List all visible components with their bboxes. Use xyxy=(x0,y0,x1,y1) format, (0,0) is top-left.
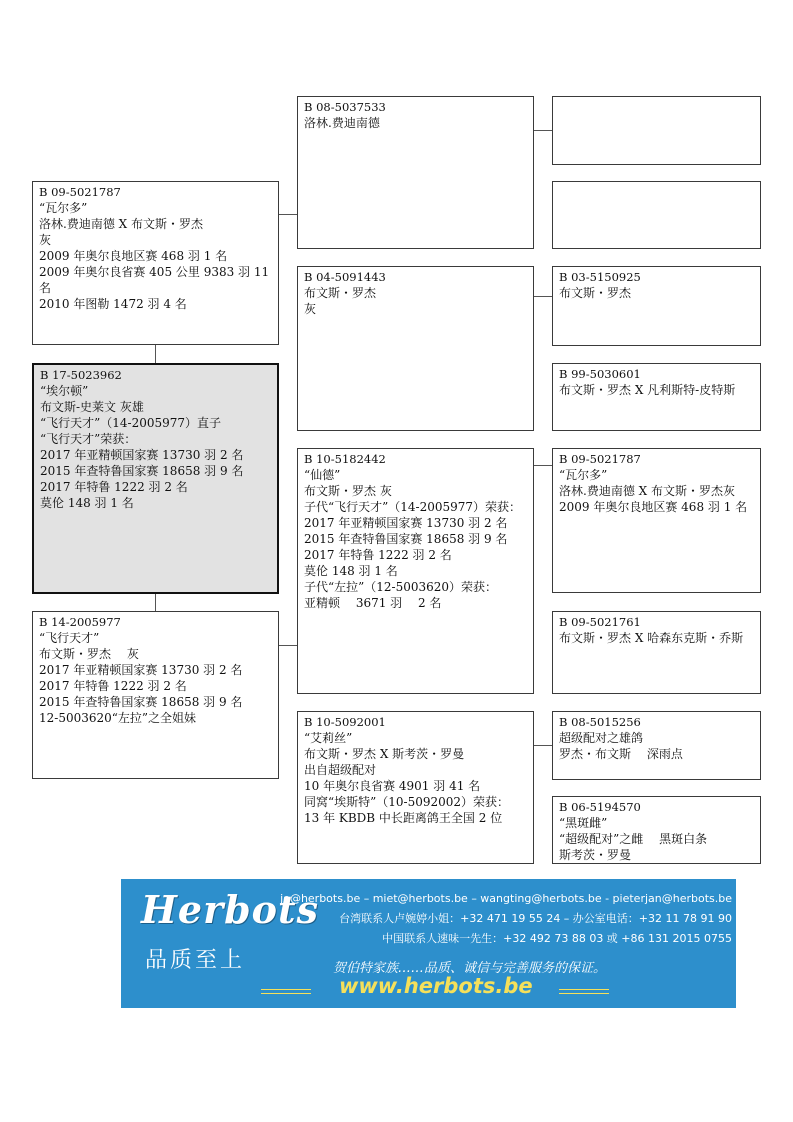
pigeon-info-line: 布文斯・罗杰 灰 xyxy=(304,484,392,498)
ring-number: B 03-5150925 xyxy=(559,270,641,284)
pigeon-info-line: 灰 xyxy=(39,233,52,247)
sire-box xyxy=(32,181,279,345)
pigeon-info-line: 布文斯・罗杰 X 哈森东克斯・乔斯 xyxy=(559,631,744,645)
ring-number: B 99-5030601 xyxy=(559,367,641,381)
connector-line xyxy=(533,296,552,297)
pigeon-info-line: 布文斯-史莱文 灰雄 xyxy=(40,400,144,414)
service-promise: 贺伯特家族……品质、诚信与完善服务的保证。 xyxy=(333,961,607,976)
great-grandparent-box xyxy=(552,96,761,165)
pigeon-info-line: 罗杰・布文斯 深雨点 xyxy=(559,747,683,761)
pigeon-info-line: 洛林.费迪南德 xyxy=(304,116,380,130)
pigeon-info-line: “仙德” xyxy=(304,468,341,482)
dam-dam-box xyxy=(297,711,534,864)
pigeon-info-line: “瓦尔多” xyxy=(559,468,608,482)
pigeon-info-line: “飞行天才” xyxy=(39,631,100,645)
pigeon-info-line: 2017 年亚精顿国家赛 13730 羽 2 名 xyxy=(40,448,244,462)
great-grandparent-box xyxy=(552,796,761,864)
pigeon-info-line: 同窝“埃斯特”（10-5092002）荣获： xyxy=(304,795,510,809)
connector-line xyxy=(533,745,552,746)
pigeon-info-line: 2017 年亚精顿国家赛 13730 羽 2 名 xyxy=(39,663,243,677)
pigeon-info-line: “艾莉丝” xyxy=(304,731,353,745)
pigeon-info-line: 子代“飞行天才”（14-2005977）荣获： xyxy=(304,500,522,514)
sire-sire-box xyxy=(297,96,534,249)
pigeon-info-line: 2017 年特鲁 1222 羽 2 名 xyxy=(304,548,452,562)
pigeon-info-line: “埃尔顿” xyxy=(40,384,89,398)
herbots-logo: Herbots xyxy=(141,887,319,932)
contact-taiwan: 台湾联系人卢婉婷小姐：+32 471 19 55 24 – 办公室电话：+32 11 78 91 90 xyxy=(339,912,732,925)
pigeon-info-line: 莫伦 148 羽 1 名 xyxy=(304,564,398,578)
ring-number: B 17-5023962 xyxy=(40,368,122,382)
great-grandparent-box xyxy=(552,181,761,249)
connector-line xyxy=(278,214,298,215)
pigeon-info-line: 布文斯・罗杰 X 斯考茨・罗曼 xyxy=(304,747,465,761)
ring-number: B 09-5021761 xyxy=(559,615,641,629)
pigeon-info-line: 2010 年图勒 1472 羽 4 名 xyxy=(39,297,187,311)
pigeon-info-line: 布文斯・罗杰 xyxy=(559,286,632,300)
pigeon-info-line: “超级配对”之雌 黑斑白条 xyxy=(559,832,708,846)
ring-number: B 06-5194570 xyxy=(559,800,641,814)
ring-number: B 08-5015256 xyxy=(559,715,641,729)
pigeon-info-line: 布文斯・罗杰 灰 xyxy=(39,647,139,661)
pigeon-info-line: 超级配对之雄鸽 xyxy=(559,731,644,745)
connector-line xyxy=(155,345,156,363)
great-grandparent-box xyxy=(552,611,761,694)
pigeon-info-line: 2015 年查特鲁国家赛 18658 羽 9 名 xyxy=(304,532,508,546)
ring-number: B 04-5091443 xyxy=(304,270,386,284)
pigeon-info-line: 2015 年查特鲁国家赛 18658 羽 9 名 xyxy=(39,695,243,709)
pigeon-info-line: 莫伦 148 羽 1 名 xyxy=(40,496,134,510)
pigeon-info-line: 洛林.费迪南德 X 布文斯・罗杰灰 xyxy=(559,484,735,498)
pigeon-info-line: 12-5003620“左拉”之全姐妹 xyxy=(39,711,197,725)
ring-number: B 08-5037533 xyxy=(304,100,386,114)
pigeon-info-line: 出自超级配对 xyxy=(304,763,377,777)
contact-china: 中国联系人速味一先生：+32 492 73 88 03 或 +86 131 2015 0755 xyxy=(382,932,732,945)
ring-number: B 10-5092001 xyxy=(304,715,386,729)
contact-emails[interactable]: jo@herbots.be – miet@herbots.be – wangting@herbots.be - pieterjan@herbots.be xyxy=(280,892,732,905)
great-grandparent-box xyxy=(552,266,761,346)
pigeon-info-line: 2009 年奥尔良地区赛 468 羽 1 名 xyxy=(39,249,228,263)
pigeon-info-line: “飞行天才”（14-2005977）直子 xyxy=(40,416,222,430)
pigeon-info-line: 2017 年特鲁 1222 羽 2 名 xyxy=(39,679,187,693)
ring-number: B 14-2005977 xyxy=(39,615,121,629)
connector-line xyxy=(278,645,298,646)
ring-number: B 09-5021787 xyxy=(559,452,641,466)
pigeon-info-line: 2009 年奥尔良地区赛 468 羽 1 名 xyxy=(559,500,748,514)
pigeon-info-line: “瓦尔多” xyxy=(39,201,88,215)
slogan: 品质至上 xyxy=(145,948,246,973)
main-pigeon-box xyxy=(32,363,279,594)
dam-sire-box xyxy=(297,448,534,694)
pigeon-info-line: 2015 年查特鲁国家赛 18658 羽 9 名 xyxy=(40,464,244,478)
contact-info xyxy=(276,889,736,949)
pigeon-info-line: “黑斑雌” xyxy=(559,816,608,830)
connector-line xyxy=(155,594,156,611)
pigeon-info-line: “飞行天才”荣获： xyxy=(40,432,137,446)
pigeon-info-line: 布文斯・罗杰 xyxy=(304,286,377,300)
ring-number: B 10-5182442 xyxy=(304,452,386,466)
pigeon-info-line: 2009 年奥尔良省赛 405 公里 9383 羽 11 名 xyxy=(39,265,273,295)
great-grandparent-box xyxy=(552,711,761,780)
decorative-rule-left xyxy=(261,989,311,994)
dam-box xyxy=(32,611,279,779)
pigeon-info-line: 2017 年特鲁 1222 羽 2 名 xyxy=(40,480,188,494)
pigeon-info-line: 10 年奥尔良省赛 4901 羽 41 名 xyxy=(304,779,481,793)
connector-line xyxy=(533,130,552,131)
decorative-rule-right xyxy=(559,989,609,994)
sire-dam-box xyxy=(297,266,534,431)
pigeon-info-line: 灰 xyxy=(304,302,317,316)
connector-line xyxy=(533,465,552,466)
pigeon-info-line: 子代“左拉”（12-5003620）荣获： xyxy=(304,580,498,594)
herbots-banner xyxy=(121,879,736,1008)
website-link[interactable]: www.herbots.be xyxy=(339,974,533,998)
great-grandparent-box xyxy=(552,363,761,431)
pigeon-info-line: 布文斯・罗杰 X 凡利斯特-皮特斯 xyxy=(559,383,736,397)
pigeon-info-line: 斯考茨・罗曼 xyxy=(559,848,632,862)
great-grandparent-box xyxy=(552,448,761,593)
pigeon-info-line: 亚精顿 3671 羽 2 名 xyxy=(304,596,442,610)
pigeon-info-line: 2017 年亚精顿国家赛 13730 羽 2 名 xyxy=(304,516,508,530)
pigeon-info-line: 洛林.费迪南德 X 布文斯・罗杰 xyxy=(39,217,203,231)
ring-number: B 09-5021787 xyxy=(39,185,121,199)
pigeon-info-line: 13 年 KBDB 中长距离鸽王全国 2 位 xyxy=(304,811,503,825)
